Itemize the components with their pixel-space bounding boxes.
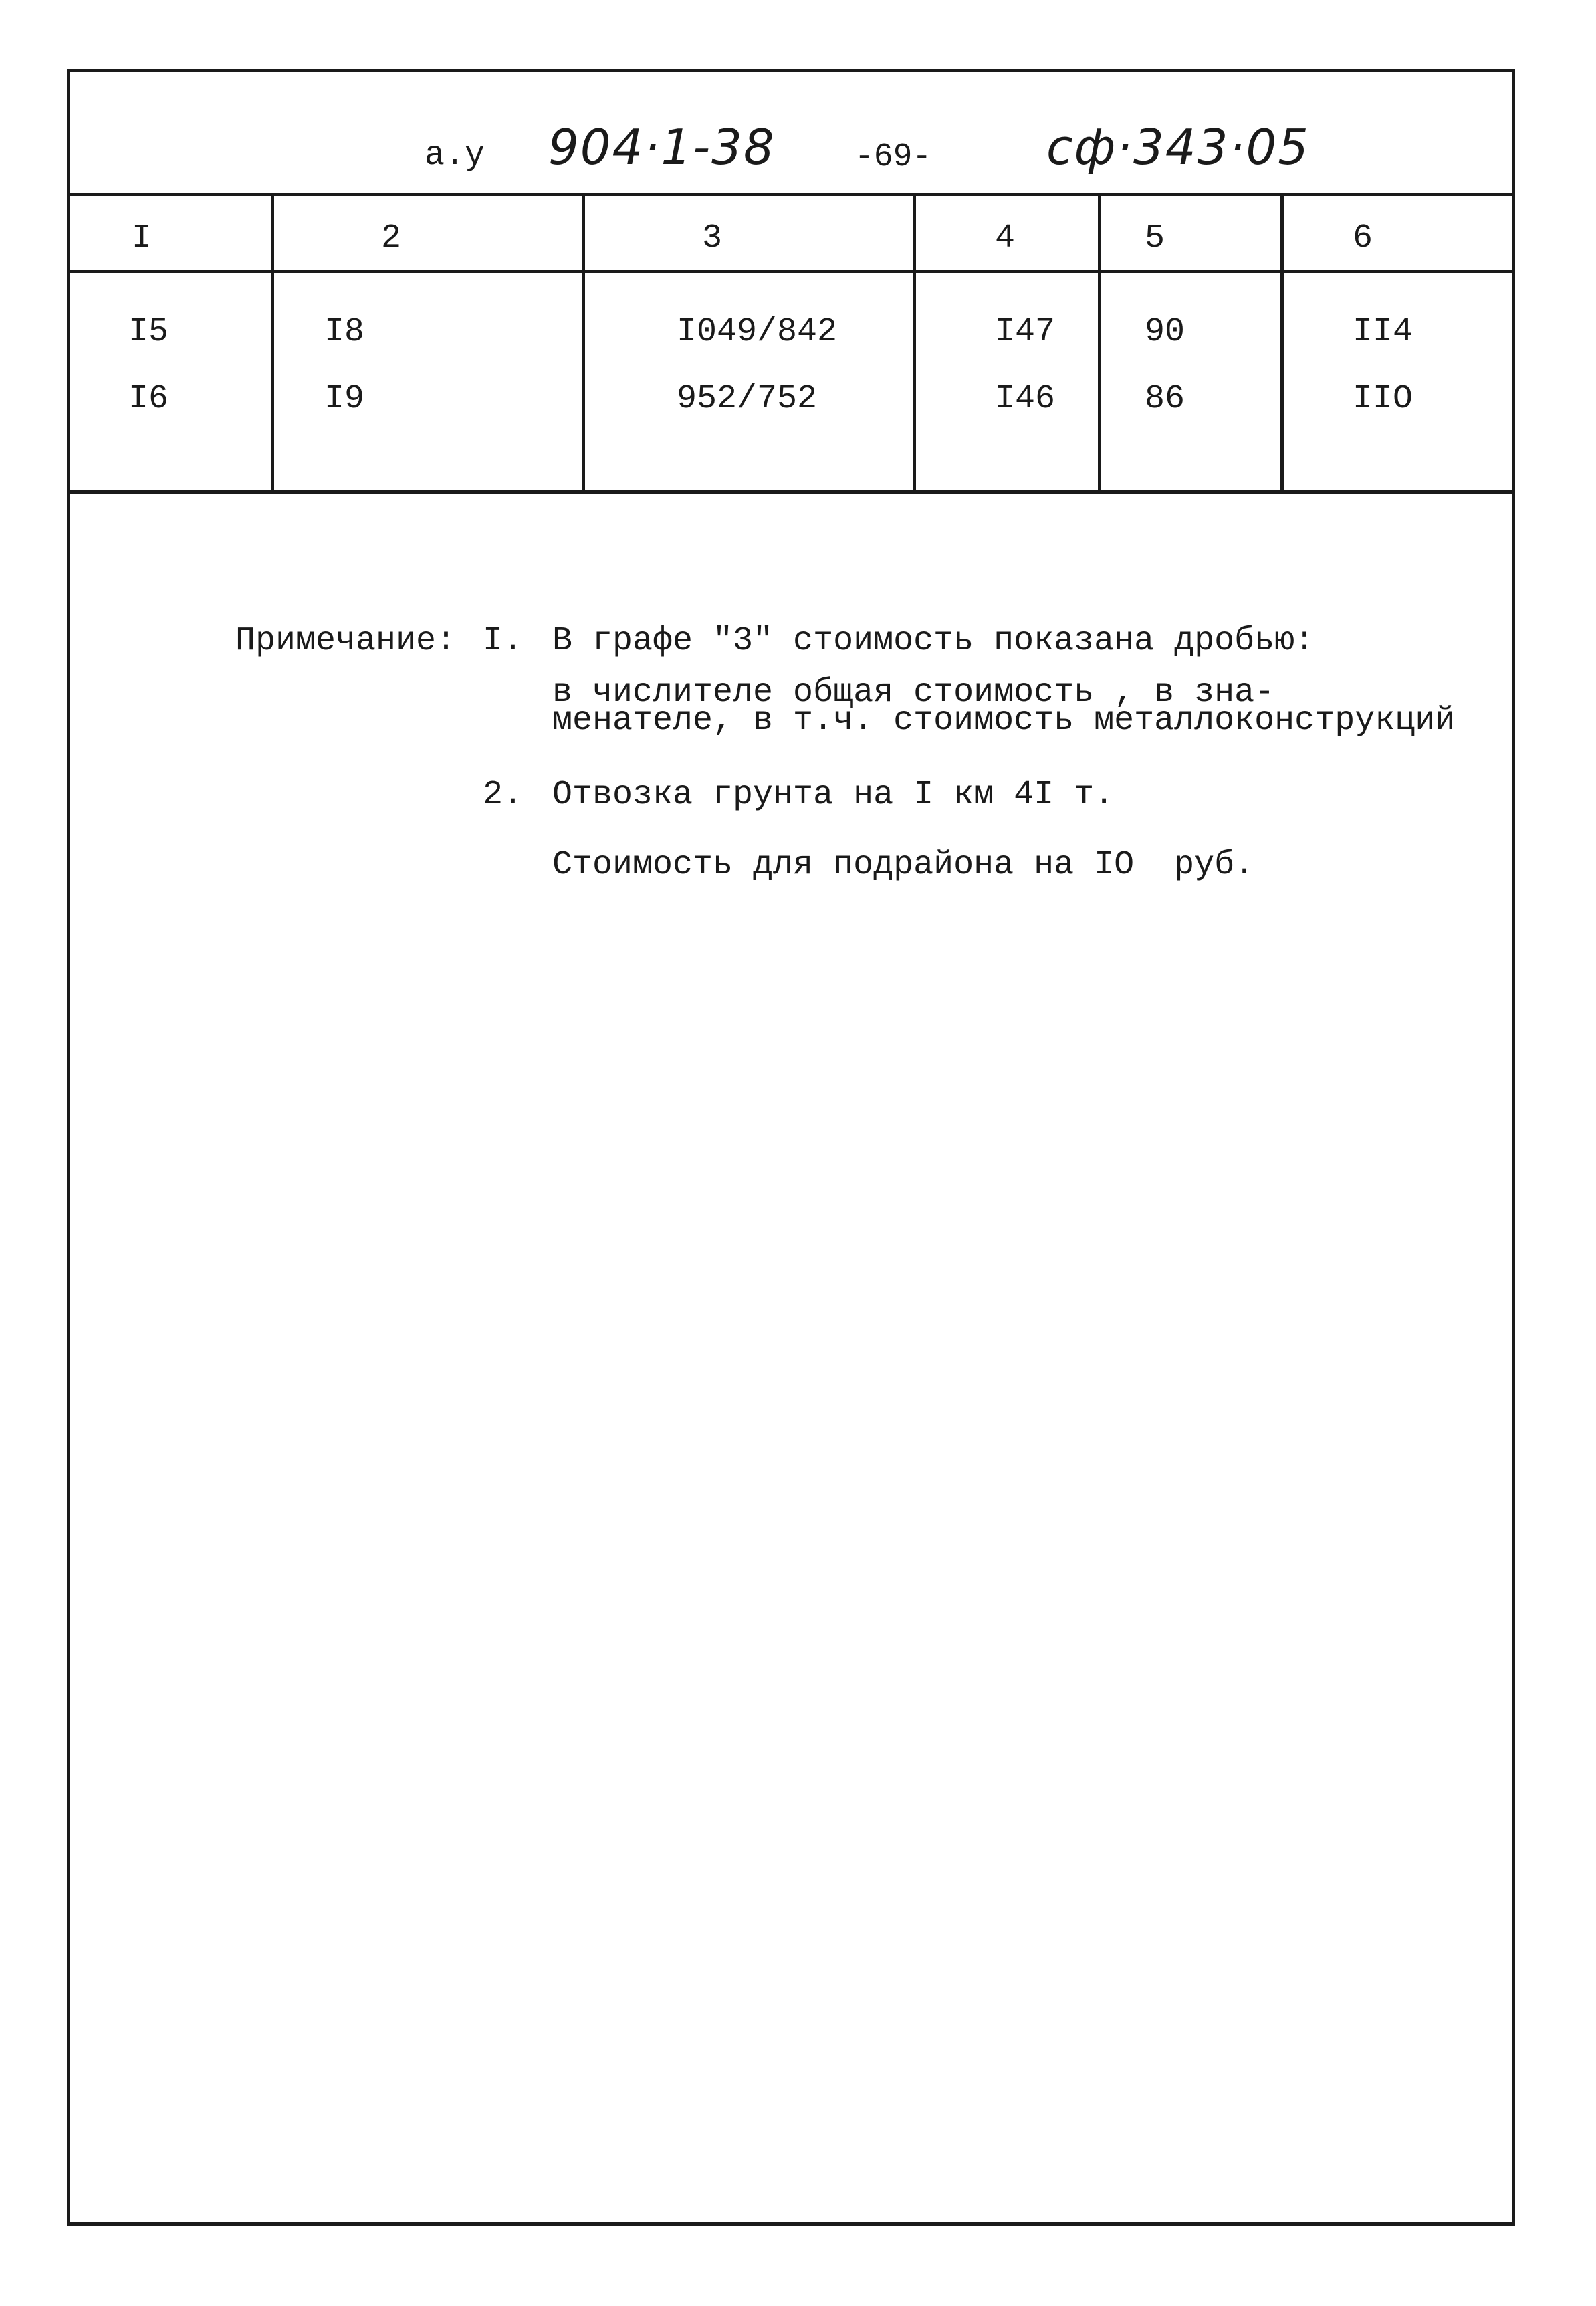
column-divider [1280,193,1284,490]
column-header-5: 5 [1145,219,1165,257]
column-header-1: I [132,219,152,257]
note-2-line-1: Отвозка грунта на I км 4I т. [552,776,1115,814]
column-header-4: 4 [995,219,1016,257]
document-frame [67,69,1515,2226]
table-cell: I5 [128,313,169,351]
project-code: 904·1-38 [548,119,776,175]
table-cell: IIO [1353,380,1413,418]
column-divider [1098,193,1101,490]
note-1-line-3: менателе, в т.ч. стоимость металлоконструкций [552,702,1456,740]
notes-label: Примечание: [235,622,457,660]
table-cell: I8 [324,313,365,351]
column-header-2: 2 [381,219,402,257]
note-2-line-2: Стоимость для подрайона на IO руб. [552,846,1255,884]
sheet-code: сф·343·05 [1046,119,1310,175]
title-block [70,72,1512,196]
column-header-6: 6 [1353,219,1373,257]
table-cell: I6 [128,380,169,418]
table-cell: I9 [324,380,365,418]
note-2-marker: 2. [483,776,524,814]
header-prefix: а.у [425,136,485,175]
column-divider [582,193,585,490]
page-number: -69- [854,139,932,175]
table-cell: II4 [1353,313,1413,351]
table-cell: I46 [995,380,1056,418]
table-cell: I47 [995,313,1056,351]
table-header-row [70,193,1512,273]
note-1-line-1: В графе "3" стоимость показана дробью: [552,622,1315,660]
table-cell: I049/842 [677,313,838,351]
column-divider [913,193,916,490]
cost-table [70,193,1512,494]
note-1-line-2: в числителе общая стоимость , в зна- [552,673,1275,712]
table-cell: 86 [1145,380,1185,418]
column-header-3: 3 [702,219,723,257]
table-cell: 952/752 [677,380,818,418]
note-1-marker: I. [483,622,524,660]
table-cell: 90 [1145,313,1185,351]
column-divider [271,193,274,490]
